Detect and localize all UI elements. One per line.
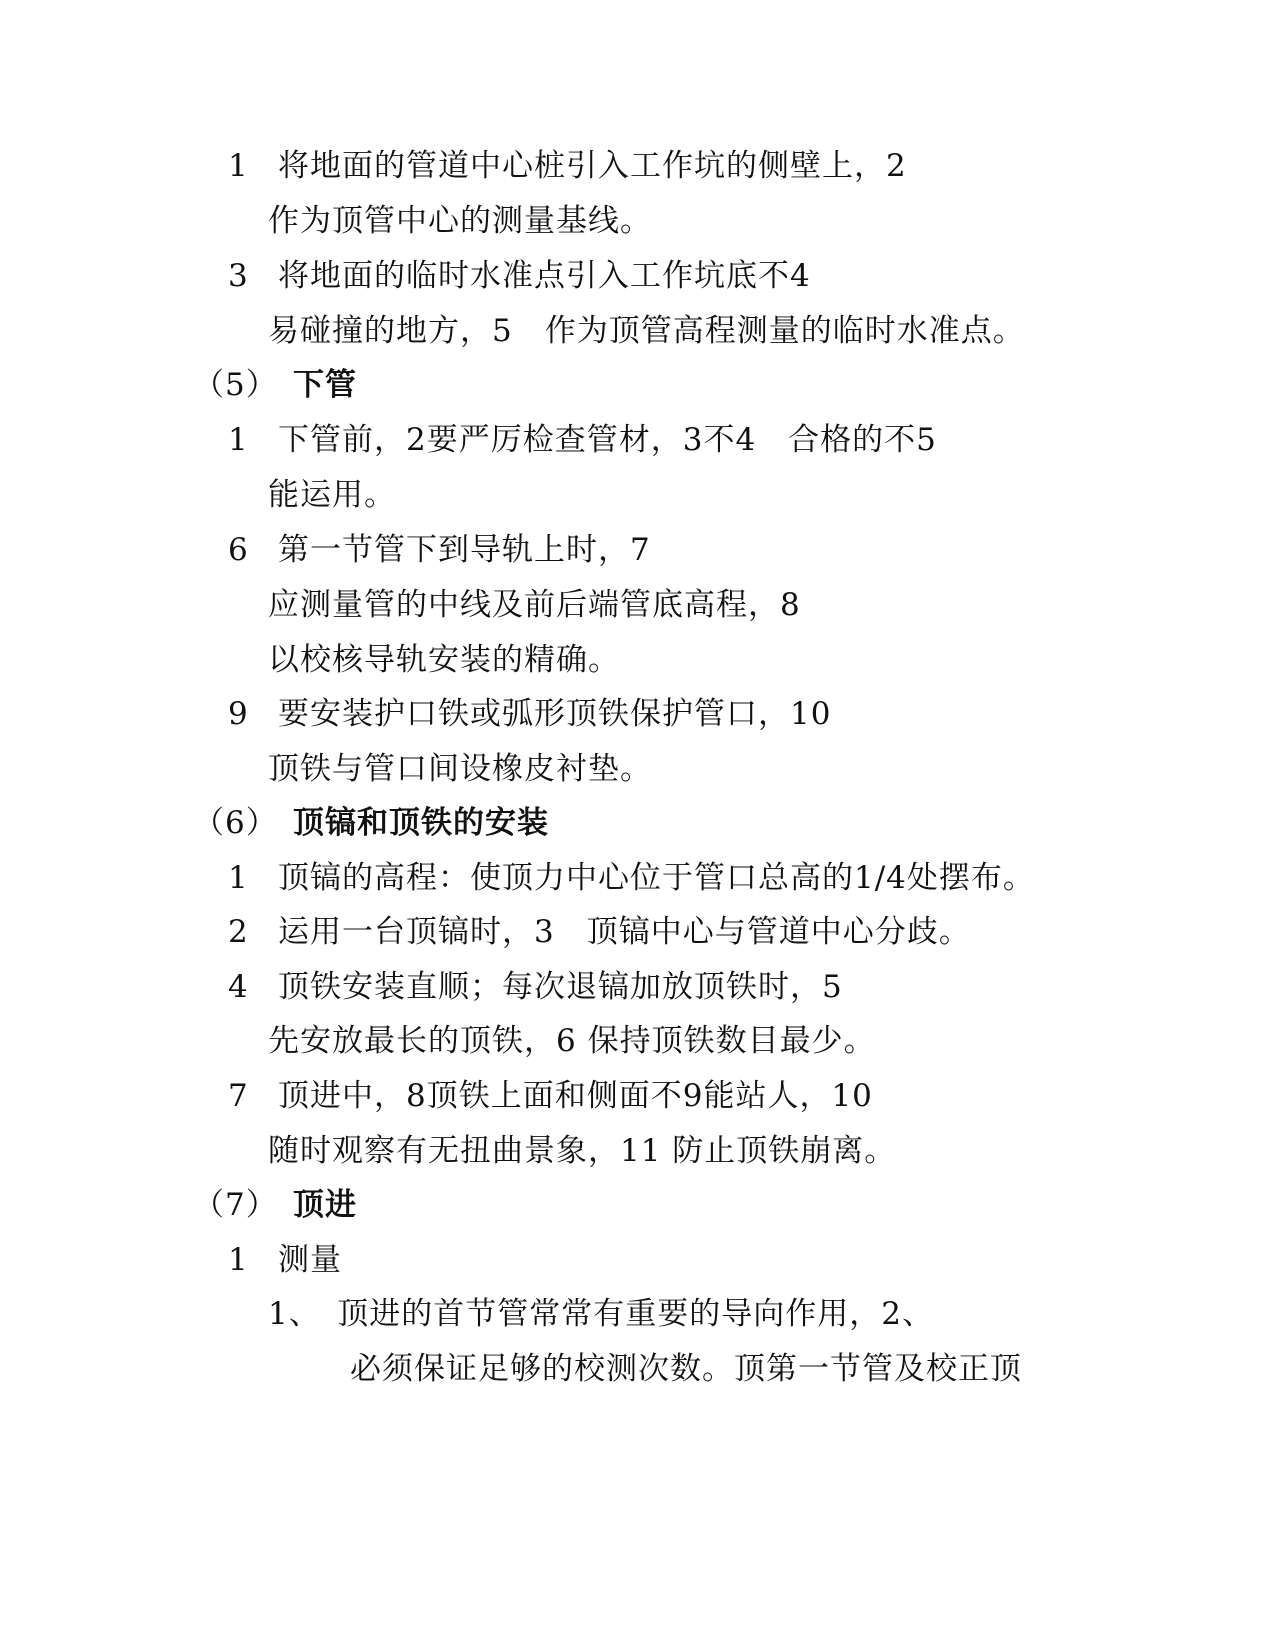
text-line xyxy=(268,585,801,625)
item-number: 1 xyxy=(228,422,249,458)
line-text: 将地面的管道中心桩引入工作坑的侧壁上，2 xyxy=(278,148,907,184)
line-text: 1、 顶进的首节管常常有重要的导向作用，2、 xyxy=(268,1296,934,1332)
text-line xyxy=(350,1349,1022,1389)
item-number: 7 xyxy=(228,1078,249,1114)
line-text: 测量 xyxy=(278,1242,342,1278)
line-text: 顶镐的高程：使顶力中心位于管口总高的1/4处摆布。 xyxy=(278,860,1035,896)
line-text: 下管前，2要严厉检查管材，3不4 合格的不5 xyxy=(278,422,937,458)
line-text: 顶铁与管口间设橡皮衬垫。 xyxy=(268,751,652,787)
item-number: 3 xyxy=(228,258,249,294)
text-line xyxy=(228,967,843,1007)
text-line xyxy=(228,912,971,952)
section-number: （5） xyxy=(193,367,278,403)
line-text: 必须保证足够的校测次数。顶第一节管及校正顶 xyxy=(350,1351,1022,1387)
text-line xyxy=(228,146,907,186)
text-line xyxy=(228,1076,873,1116)
text-line xyxy=(228,858,1035,898)
line-text: 将地面的临时水准点引入工作坑底不4 xyxy=(278,258,811,294)
item-number: 1 xyxy=(228,1242,249,1278)
section-title: 顶镐和顶铁的安装 xyxy=(293,805,549,841)
text-line xyxy=(268,311,1025,351)
section-number: （7） xyxy=(193,1187,278,1223)
section-heading xyxy=(193,803,549,843)
text-line xyxy=(228,420,937,460)
section-heading xyxy=(193,365,357,405)
line-text: 运用一台顶镐时，3 顶镐中心与管道中心分歧。 xyxy=(278,914,971,950)
line-text: 以校核导轨安装的精确。 xyxy=(268,642,620,678)
text-line xyxy=(268,1294,934,1334)
line-text: 顶进中，8顶铁上面和侧面不9能站人，10 xyxy=(278,1078,873,1114)
text-line xyxy=(228,694,831,734)
text-line xyxy=(268,475,396,515)
line-text: 作为顶管中心的测量基线。 xyxy=(268,203,652,239)
section-title: 下管 xyxy=(293,367,357,403)
line-text: 随时观察有无扭曲景象，11 防止顶铁崩离。 xyxy=(268,1133,897,1169)
section-heading xyxy=(193,1185,357,1225)
item-number: 1 xyxy=(228,148,249,184)
item-number: 9 xyxy=(228,696,249,732)
item-number: 4 xyxy=(228,969,249,1005)
text-line xyxy=(268,640,620,680)
text-line xyxy=(268,1131,896,1171)
line-text: 能运用。 xyxy=(268,477,396,513)
text-line xyxy=(268,749,652,789)
text-line xyxy=(228,530,651,570)
item-number: 2 xyxy=(228,914,249,950)
section-title: 顶进 xyxy=(293,1187,357,1223)
section-number: （6） xyxy=(193,805,278,841)
line-text: 先安放最长的顶铁，6 保持顶铁数目最少。 xyxy=(268,1023,876,1059)
line-text: 易碰撞的地方，5 作为顶管高程测量的临时水准点。 xyxy=(268,313,1025,349)
item-number: 1 xyxy=(228,860,249,896)
text-line xyxy=(268,201,652,241)
item-number: 6 xyxy=(228,532,249,568)
line-text: 要安装护口铁或弧形顶铁保护管口，10 xyxy=(278,696,832,732)
line-text: 第一节管下到导轨上时，7 xyxy=(278,532,651,568)
text-line xyxy=(228,256,811,296)
line-text: 顶铁安装直顺；每次退镐加放顶铁时，5 xyxy=(278,969,843,1005)
text-line xyxy=(268,1021,876,1061)
line-text: 应测量管的中线及前后端管底高程，8 xyxy=(268,587,801,623)
text-line xyxy=(228,1240,342,1280)
